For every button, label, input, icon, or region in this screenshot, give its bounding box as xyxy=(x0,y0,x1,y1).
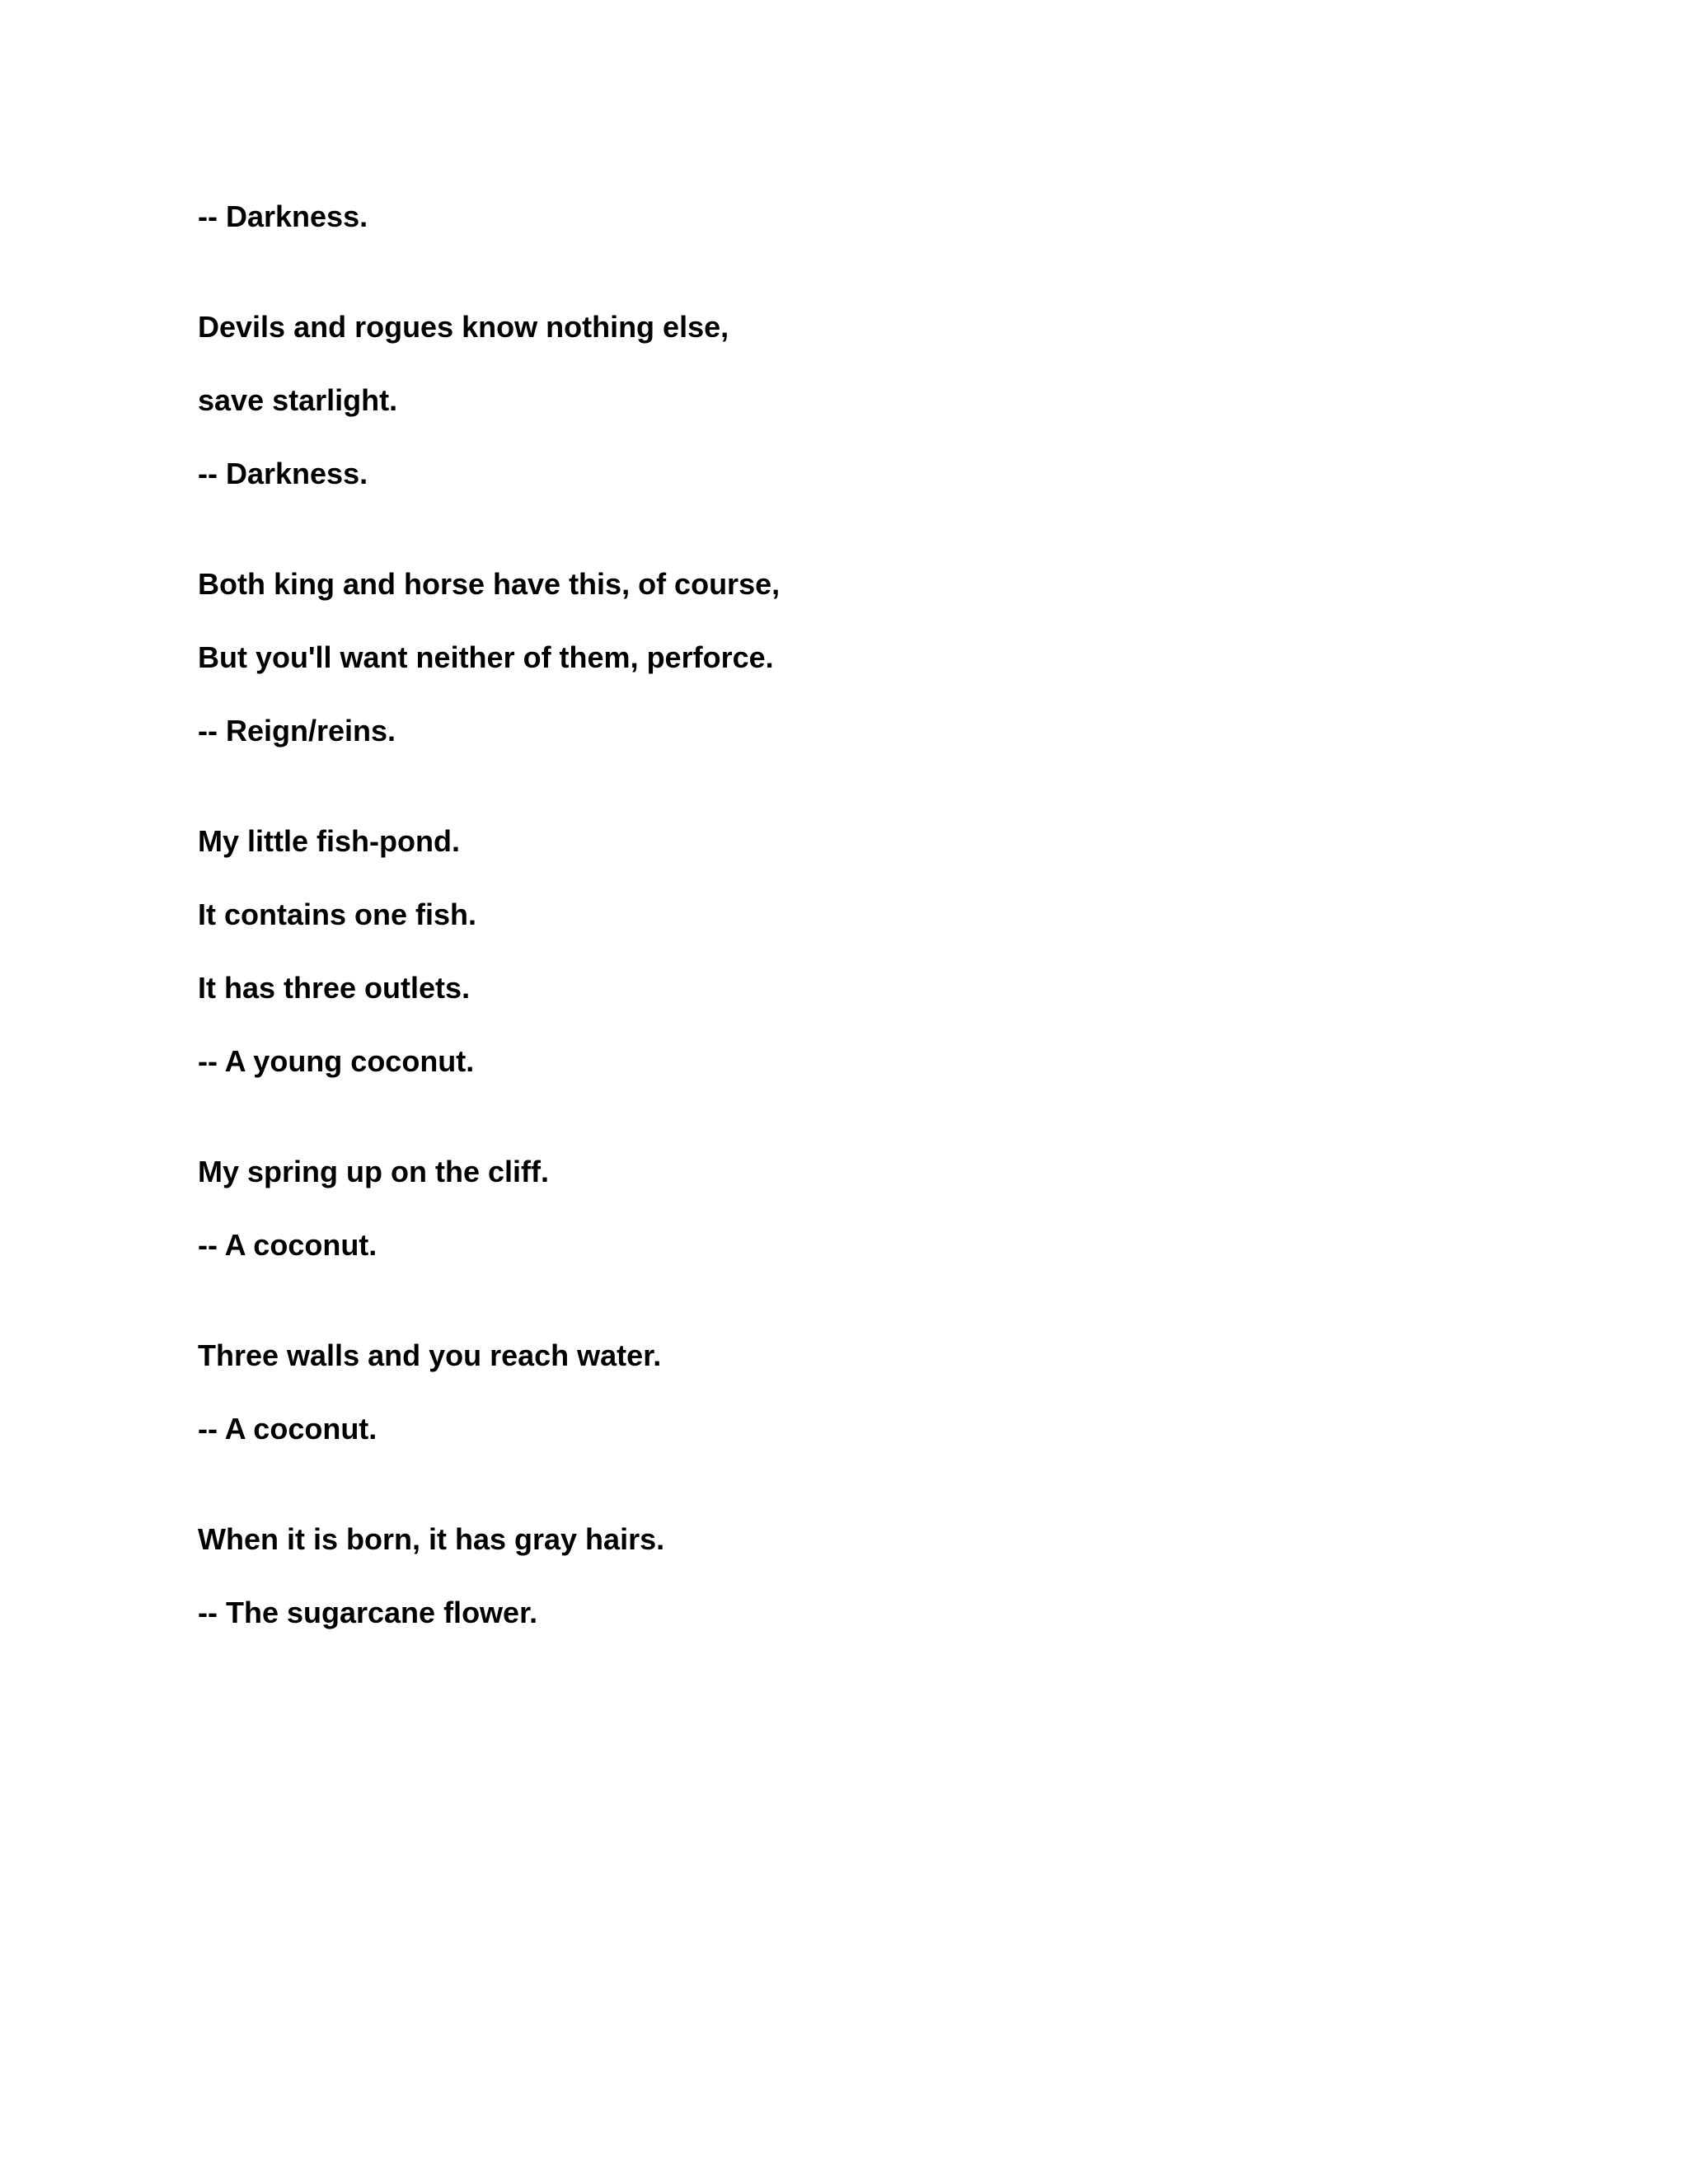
riddle-block xyxy=(198,198,1484,235)
riddle-line: My little fish-pond. xyxy=(198,824,460,858)
riddle-line: It contains one fish. xyxy=(198,898,477,931)
riddle-block xyxy=(198,1153,1484,1263)
answer-line: -- A young coconut. xyxy=(198,1044,475,1078)
riddle-line: Devils and rogues know nothing else, xyxy=(198,310,729,344)
answer-line: -- Reign/reins. xyxy=(198,714,396,748)
riddle-line: When it is born, it has gray hairs. xyxy=(198,1522,665,1556)
riddle-line: Three walls and you reach water. xyxy=(198,1338,662,1372)
riddle-line: Both king and horse have this, of course, xyxy=(198,567,781,601)
riddle-block xyxy=(198,823,1484,1080)
riddle-block xyxy=(198,565,1484,749)
answer-line: -- Darkness. xyxy=(198,457,368,490)
riddle-line: My spring up on the cliff. xyxy=(198,1155,549,1188)
riddle-block xyxy=(198,1337,1484,1447)
riddle-line: But you'll want neither of them, perforce. xyxy=(198,640,774,674)
answer-line: -- The sugarcane flower. xyxy=(198,1596,538,1629)
riddle-block xyxy=(198,308,1484,492)
riddle-list xyxy=(198,198,1484,1704)
answer-line: -- A coconut. xyxy=(198,1412,377,1446)
answer-line: -- A coconut. xyxy=(198,1228,377,1262)
riddle-block xyxy=(198,1521,1484,1631)
answer-line: -- Darkness. xyxy=(198,199,368,233)
riddle-line: save starlight. xyxy=(198,383,398,417)
riddle-line: It has three outlets. xyxy=(198,971,471,1005)
